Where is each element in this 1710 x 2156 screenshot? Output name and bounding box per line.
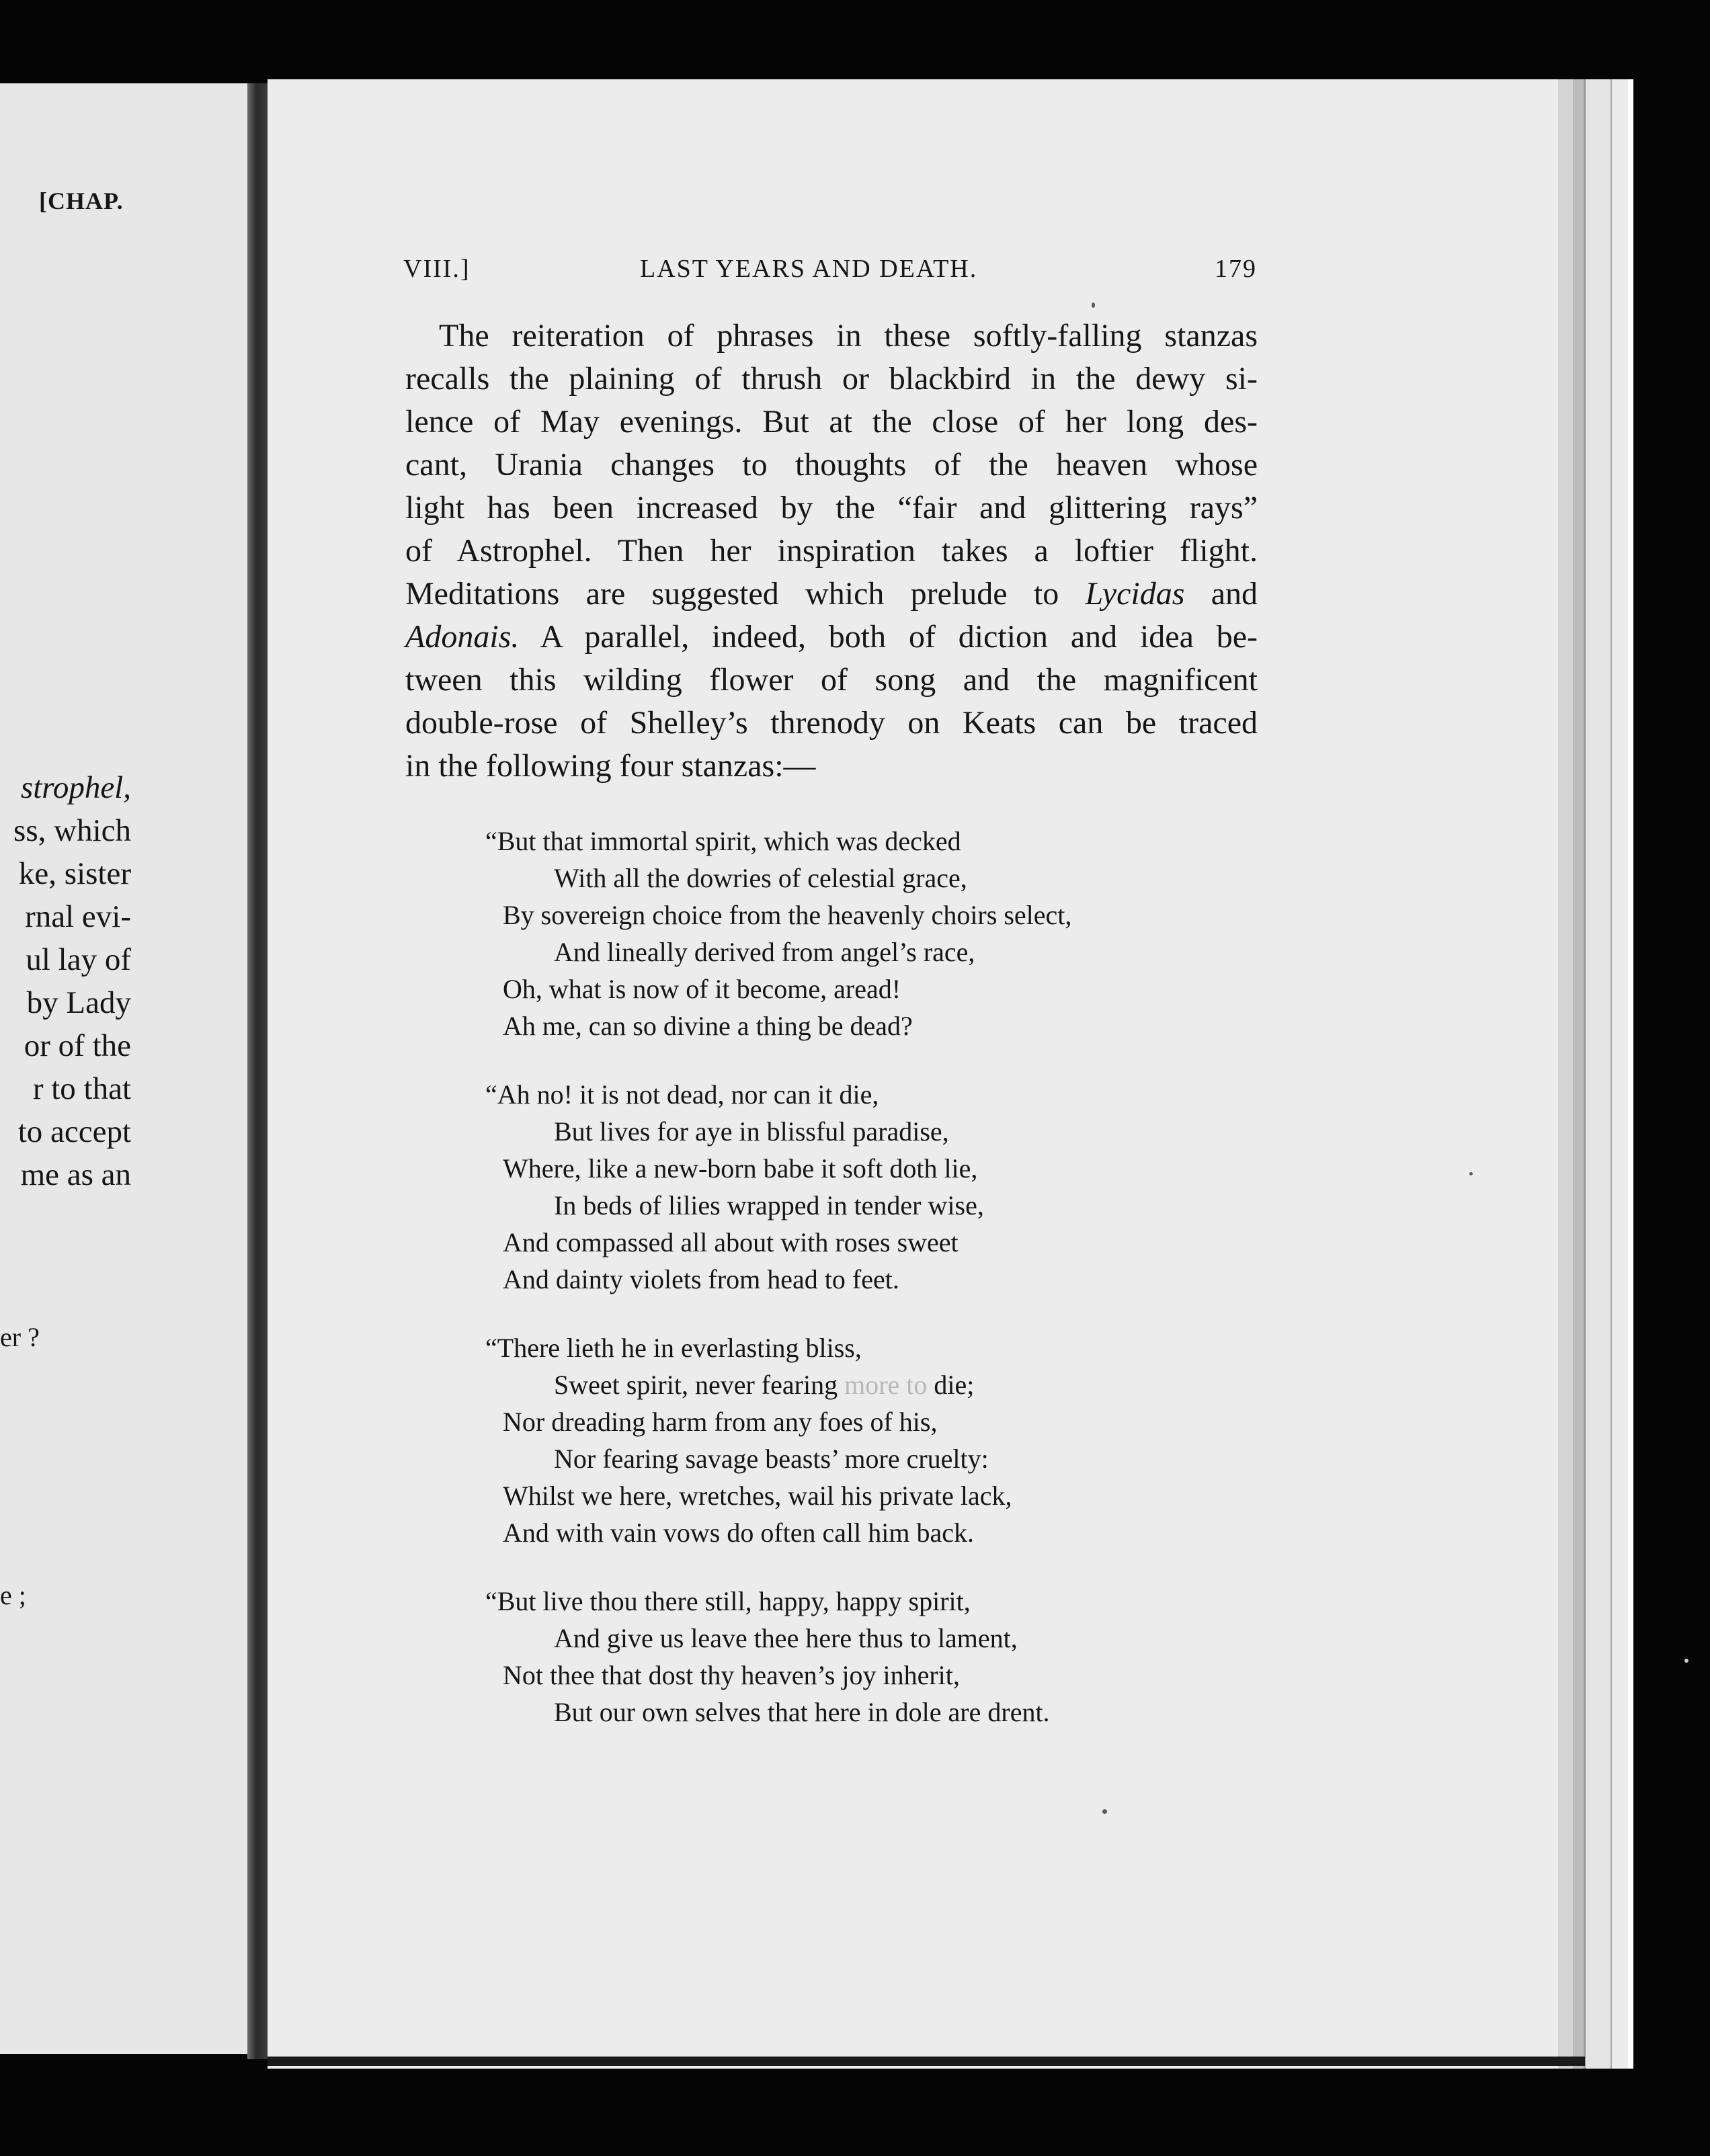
- page-edge: [1558, 79, 1573, 2069]
- verse-line: By sovereign choice from the heavenly choirs select,: [503, 900, 1072, 930]
- page-edge: [1611, 79, 1629, 2069]
- verse-line: [503, 1366, 1071, 1403]
- prose-line: double-rose of Shelley’s threnody on Keats can be traced: [405, 705, 1258, 741]
- prose-line: [405, 573, 1258, 616]
- verse-line: “But live thou there still, happy, happy spirit,: [485, 1586, 971, 1616]
- verse-line: Where, like a new-born babe it soft doth lie,: [503, 1153, 978, 1184]
- scan-speck: [1092, 302, 1095, 308]
- verse-line: And with vain vows do often call him back.: [503, 1518, 974, 1548]
- prose-line: of Astrophel. Then her inspiration takes a loftier flight.: [405, 533, 1258, 569]
- verse-line: Oh, what is now of it become, aread!: [503, 974, 901, 1004]
- page-edge: [1628, 79, 1633, 2069]
- verse-line: Not thee that dost thy heaven’s joy inherit,: [503, 1660, 960, 1690]
- prose-paragraph: [405, 315, 1258, 788]
- verse-line: In beds of lilies wrapped in tender wise,: [554, 1190, 984, 1220]
- book-gutter: [247, 83, 268, 2059]
- work-title-adonais: Adonais.: [405, 619, 520, 655]
- prose-line: in the following four stanzas:—: [405, 748, 816, 784]
- verse-line: Nor fearing savage beasts’ more cruelty:: [554, 1444, 989, 1474]
- faded-verse-text: more to: [844, 1370, 928, 1400]
- running-head: [403, 254, 1257, 292]
- verse-line: With all the dowries of celestial grace,: [554, 863, 967, 893]
- verse-line: Whilst we here, wretches, wail his private lack,: [503, 1481, 1012, 1511]
- prose-line: tween this wilding flower of song and the magnificent: [405, 662, 1258, 698]
- stanza-1: [485, 823, 1072, 1044]
- left-page-text-fragments: [13, 766, 131, 1196]
- prose-text: Meditations are suggested which prelude to: [405, 576, 1059, 612]
- verse-line: “There lieth he in everlasting bliss,: [485, 1333, 862, 1363]
- prose-line: light has been increased by the “fair and glittering rays”: [405, 490, 1258, 526]
- verse-line: And compassed all about with roses sweet: [503, 1227, 959, 1257]
- quoted-poem: [485, 823, 1072, 1762]
- stanza-4: [485, 1583, 1071, 1731]
- left-fragment-er: er ?: [0, 1322, 40, 1352]
- page-bottom-shadow: [268, 2057, 1585, 2066]
- work-title-lycidas: Lycidas: [1085, 576, 1185, 612]
- left-fragment-line: rnal evi-: [25, 899, 131, 934]
- scan-speck: [1684, 1659, 1688, 1663]
- left-running-head: [CHAP.: [39, 188, 124, 214]
- scan-speck: [1102, 1809, 1107, 1814]
- left-fragment-line: ss, which: [13, 813, 131, 848]
- left-fragment-line: strophel,: [20, 770, 131, 805]
- left-fragment-line: ke, sister: [18, 856, 131, 891]
- prose-text: and: [1211, 576, 1258, 612]
- page-number: 179: [1215, 255, 1257, 283]
- left-fragment-e: e ;: [0, 1580, 26, 1610]
- stanza-2: [485, 1076, 1071, 1298]
- left-fragment-line: or of the: [24, 1028, 131, 1063]
- prose-text: A parallel, indeed, both of diction and idea be-: [540, 619, 1258, 655]
- prose-line: recalls the plaining of thrush or blackbird in the dewy si-: [405, 361, 1258, 397]
- left-fragment-line: r to that: [32, 1071, 131, 1106]
- prose-line: cant, Urania changes to thoughts of the heaven whose: [405, 447, 1258, 483]
- verse-text: Sweet spirit, never fearing: [554, 1370, 838, 1400]
- verse-line: “But that immortal spirit, which was decked: [485, 826, 961, 856]
- stanza-3: [485, 1329, 1071, 1551]
- verse-line: But lives for aye in blissful paradise,: [554, 1116, 949, 1147]
- prose-line: lence of May evenings. But at the close of her long des-: [405, 404, 1258, 440]
- left-fragment-line: ul lay of: [26, 942, 131, 977]
- page-edge: [1584, 79, 1613, 2069]
- verse-line: Nor dreading harm from any foes of his,: [503, 1407, 938, 1437]
- scan-speck: [1469, 1172, 1473, 1175]
- prose-line: The reiteration of phrases in these softly-falling stanzas: [439, 318, 1258, 354]
- verse-line: But our own selves that here in dole are drent.: [554, 1697, 1050, 1727]
- verse-line: Ah me, can so divine a thing be dead?: [503, 1011, 913, 1041]
- verse-text: die;: [934, 1370, 975, 1400]
- verse-line: And lineally derived from angel’s race,: [554, 937, 975, 967]
- verse-line: And dainty violets from head to feet.: [503, 1264, 899, 1294]
- page-edge: [1573, 79, 1584, 2069]
- left-fragment-line: to accept: [17, 1114, 131, 1149]
- prose-line: [405, 616, 1258, 659]
- left-fragment-line: by Lady: [26, 985, 131, 1020]
- chapter-title: LAST YEARS AND DEATH.: [640, 255, 978, 283]
- verse-line: “Ah no! it is not dead, nor can it die,: [485, 1079, 879, 1110]
- left-fragment-line: me as an: [20, 1157, 131, 1192]
- verse-line: And give us leave thee here thus to lament,: [554, 1623, 1018, 1653]
- chapter-number: VIII.]: [403, 255, 471, 283]
